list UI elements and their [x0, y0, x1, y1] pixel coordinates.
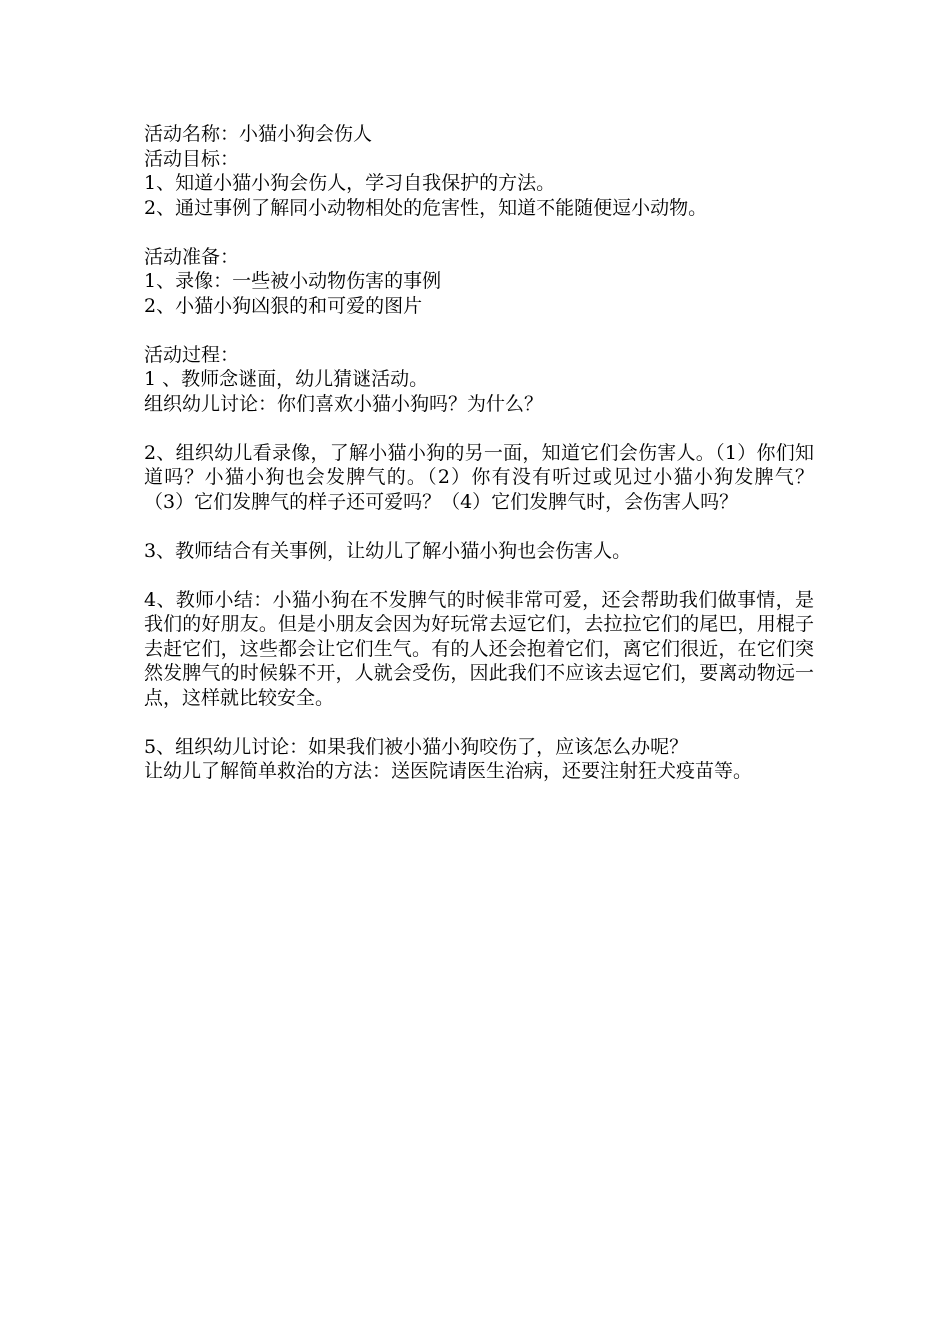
process-step-5: 5、组织幼儿讨论：如果我们被小猫小狗咬伤了，应该怎么办呢？	[144, 735, 689, 758]
process-step-2: 2、组织幼儿看录像，了解小猫小狗的另一面，知道它们会伤害人。（1）你们知道吗？小猫小狗也会发脾气的。（2）你有没有听过或见过小猫小狗发脾气？（3）它们发脾气的样子还可爱吗？（4）它们发脾气时，会伤害人吗？	[144, 441, 814, 513]
spacer	[144, 318, 814, 343]
process-step-3: 3、教师结合有关事例，让幼儿了解小猫小狗也会伤害人。	[144, 539, 632, 562]
spacer	[144, 514, 814, 539]
activity-name: 活动名称：小猫小狗会伤人	[144, 123, 373, 145]
process-step-5-method: 让幼儿了解简单救治的方法：送医院请医生治病，还要注射狂犬疫苗等。	[144, 760, 753, 782]
goal-item: 2、通过事例了解同小动物相处的危害性，知道不能随便逗小动物。	[144, 196, 708, 219]
process-step-1: 1 、教师念谜面，幼儿猜谜活动。	[144, 368, 429, 390]
goals-heading: 活动目标：	[144, 147, 240, 170]
document-body	[144, 122, 814, 784]
spacer	[144, 563, 814, 588]
spacer	[144, 710, 814, 735]
process-step-1-discussion: 组织幼儿讨论：你们喜欢小猫小狗吗？为什么？	[144, 392, 544, 415]
prep-item: 1、录像：一些被小动物伤害的事例	[144, 270, 442, 292]
spacer	[144, 416, 814, 441]
prep-item: 2、小猫小狗凶狠的和可爱的图片	[144, 294, 423, 317]
process-step-4: 4、教师小结：小猫小狗在不发脾气的时候非常可爱，还会帮助我们做事情，是我们的好朋友。但是小朋友会因为好玩常去逗它们，去拉拉它们的尾巴，用棍子去赶它们，这些都会让它们生气。有的人还会抱着它们，离它们很近，在它们突然发脾气的时候躲不开，人就会受伤，因此我们不应该去逗它们，要离动物远一点，这样就比较安全。	[144, 588, 814, 709]
prep-heading: 活动准备：	[144, 245, 240, 268]
spacer	[144, 220, 814, 245]
goal-item: 1、知道小猫小狗会伤人，学习自我保护的方法。	[144, 172, 556, 194]
process-heading: 活动过程：	[144, 343, 240, 366]
